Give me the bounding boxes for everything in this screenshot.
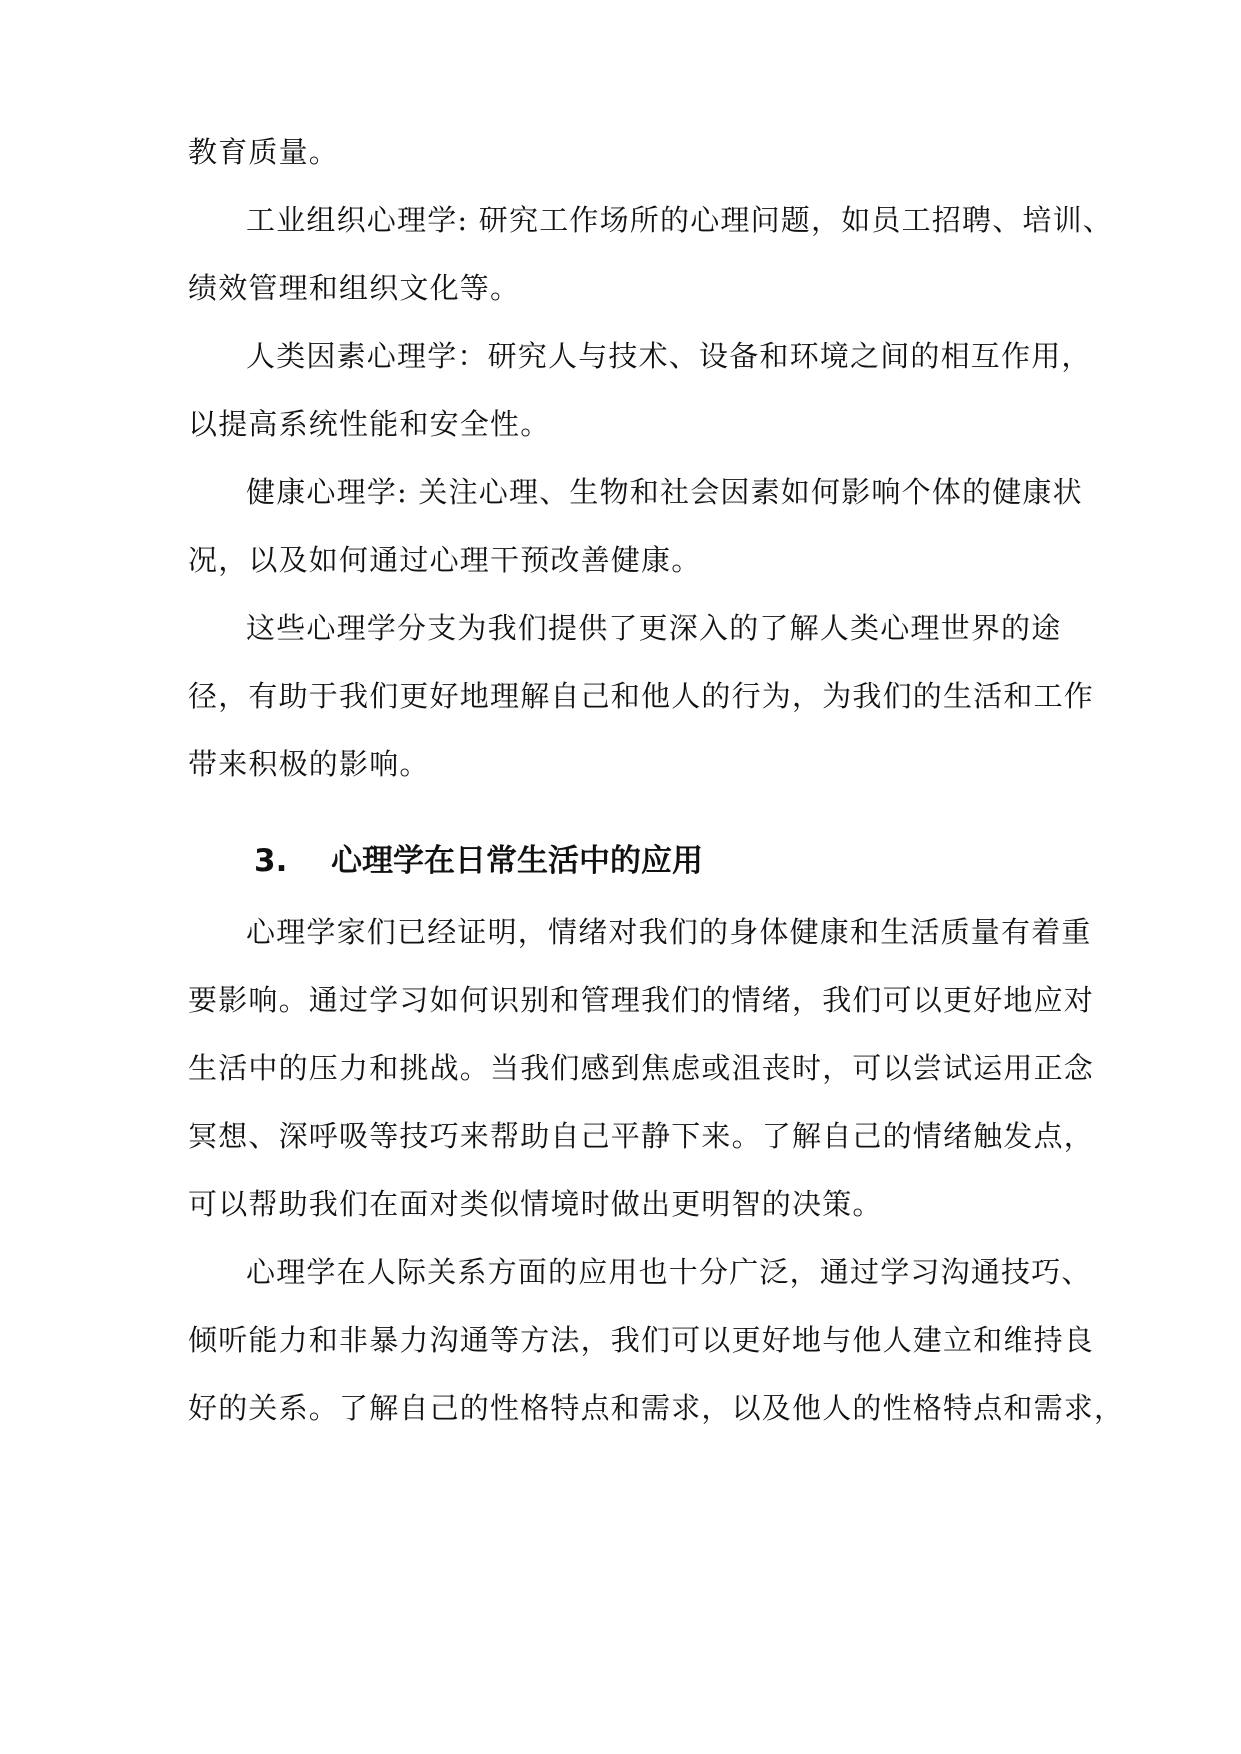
text-line: 要影响。通过学习如何识别和管理我们的情绪，我们可以更好地应对 (188, 983, 1095, 1017)
text-line: 倾听能力和非暴力沟通等方法，我们可以更好地与他人建立和维持良 (188, 1323, 1095, 1357)
text-line: 健康心理学: 关注心理、生物和社会因素如何影响个体的健康状 (246, 475, 1083, 509)
text-line: 以提高系统性能和安全性。 (188, 407, 551, 441)
section-title: 心理学在日常生活中的应用 (330, 843, 703, 879)
text-line: 带来积极的影响。 (188, 747, 430, 781)
text-line: 工业组织心理学: 研究工作场所的心理问题，如员工招聘、培训、 (246, 203, 1113, 237)
text-line: 生活中的压力和挑战。当我们感到焦虑或沮丧时，可以尝试运用正念 (188, 1051, 1095, 1085)
text-line: 心理学在人际关系方面的应用也十分广泛，通过学习沟通技巧、 (246, 1255, 1092, 1289)
text-line: 径，有助于我们更好地理解自己和他人的行为，为我们的生活和工作 (188, 679, 1095, 713)
section-heading (0, 840, 1241, 882)
text-line: 教育质量。 (188, 135, 340, 169)
text-line: 况，以及如何通过心理干预改善健康。 (188, 543, 702, 577)
text-line: 人类因素心理学：研究人与技术、设备和环境之间的相互作用， (246, 339, 1092, 373)
text-line: 好的关系。了解自己的性格特点和需求，以及他人的性格特点和需求， (188, 1391, 1125, 1425)
text-line: 绩效管理和组织文化等。 (188, 271, 521, 305)
text-line: 这些心理学分支为我们提供了更深入的了解人类心理世界的途 (246, 611, 1062, 645)
text-line: 冥想、深呼吸等技巧来帮助自己平静下来。了解自己的情绪触发点， (188, 1119, 1095, 1153)
text-line: 可以帮助我们在面对类似情境时做出更明智的决策。 (188, 1187, 883, 1221)
section-number: 3. (254, 843, 288, 879)
text-line: 心理学家们已经证明，情绪对我们的身体健康和生活质量有着重 (246, 915, 1092, 949)
